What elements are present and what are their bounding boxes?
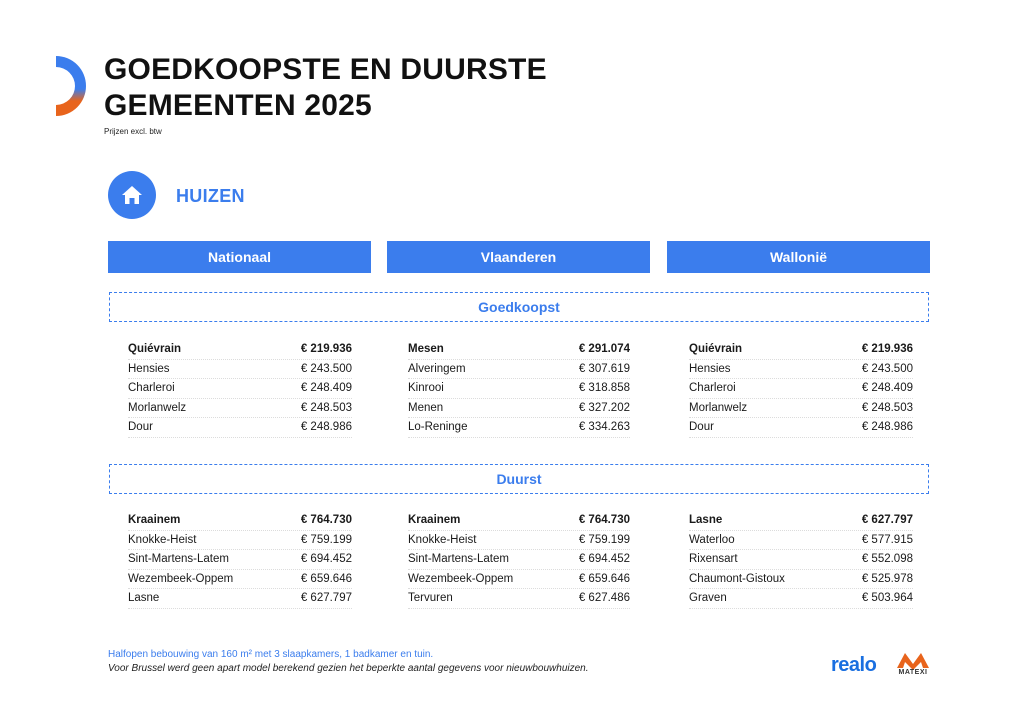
page-subtitle: Prijzen excl. btw: [104, 127, 162, 136]
municipality-price: € 759.199: [578, 533, 630, 546]
municipality-name: Waterloo: [689, 533, 735, 546]
table-row: [128, 511, 352, 531]
table-row: [408, 511, 630, 531]
municipality-price: € 248.503: [861, 401, 913, 414]
table-row: [128, 570, 352, 590]
table-row: [689, 550, 913, 570]
municipality-price: € 764.730: [578, 514, 630, 527]
realo-logo: realo: [831, 654, 877, 676]
municipality-price: € 248.503: [300, 401, 352, 414]
table-row: [128, 418, 352, 438]
municipality-name: Quiévrain: [689, 343, 743, 356]
table-goedkoopst-walloni: [689, 340, 913, 438]
municipality-name: Graven: [689, 592, 727, 605]
table-row: [128, 531, 352, 551]
municipality-name: Rixensart: [689, 553, 738, 566]
municipality-name: Sint-Martens-Latem: [408, 553, 509, 566]
table-row: [689, 531, 913, 551]
municipality-price: € 503.964: [861, 592, 913, 605]
title-line-1: GOEDKOOPSTE EN DUURSTE: [104, 53, 547, 86]
table-row: [128, 550, 352, 570]
municipality-price: € 243.500: [861, 362, 913, 375]
table-goedkoopst-vlaanderen: [408, 340, 630, 438]
table-row: [128, 399, 352, 419]
municipality-name: Wezembeek-Oppem: [408, 572, 514, 585]
municipality-price: € 694.452: [578, 553, 630, 566]
table-goedkoopst-nationaal: [128, 340, 352, 438]
municipality-price: € 577.915: [861, 533, 913, 546]
house-icon: [108, 171, 156, 219]
municipality-name: Lo-Reninge: [408, 421, 468, 434]
table-row: [408, 550, 630, 570]
table-row: [689, 418, 913, 438]
municipality-name: Dour: [689, 421, 714, 434]
table-row: [128, 379, 352, 399]
section-header-duurst: Duurst: [109, 464, 929, 494]
municipality-price: € 759.199: [300, 533, 352, 546]
municipality-price: € 659.646: [300, 572, 352, 585]
table-row: [689, 511, 913, 531]
table-row: [408, 379, 630, 399]
municipality-price: € 334.263: [578, 421, 630, 434]
municipality-name: Chaumont-Gistoux: [689, 572, 785, 585]
municipality-price: € 248.409: [861, 382, 913, 395]
category-label: HUIZEN: [176, 186, 245, 206]
municipality-price: € 219.936: [861, 343, 913, 356]
municipality-price: € 327.202: [578, 401, 630, 414]
table-row: [408, 340, 630, 360]
table-row: [689, 399, 913, 419]
column-header-vlaanderen: Vlaanderen: [387, 241, 650, 273]
municipality-price: € 318.858: [578, 382, 630, 395]
municipality-name: Knokke-Heist: [408, 533, 477, 546]
table-row: [689, 340, 913, 360]
municipality-name: Sint-Martens-Latem: [128, 553, 229, 566]
municipality-name: Dour: [128, 421, 153, 434]
municipality-name: Morlanwelz: [128, 401, 187, 414]
municipality-price: € 525.978: [861, 572, 913, 585]
municipality-name: Charleroi: [128, 382, 175, 395]
municipality-price: € 219.936: [300, 343, 352, 356]
table-row: [689, 570, 913, 590]
municipality-price: € 243.500: [300, 362, 352, 375]
municipality-name: Morlanwelz: [689, 401, 748, 414]
footnote-brussels: Voor Brussel werd geen apart model berekend gezien het beperkte aantal gegevens voor nieuwbouwhuizen.: [108, 663, 589, 674]
municipality-price: € 694.452: [300, 553, 352, 566]
table-row: [408, 531, 630, 551]
municipality-price: € 248.986: [861, 421, 913, 434]
brand-arc-logo: [56, 56, 88, 116]
table-row: [689, 360, 913, 380]
municipality-name: Menen: [408, 401, 444, 414]
municipality-name: Knokke-Heist: [128, 533, 197, 546]
municipality-price: € 627.486: [578, 592, 630, 605]
municipality-price: € 764.730: [300, 514, 352, 527]
municipality-name: Kinrooi: [408, 382, 444, 395]
title-line-2: GEMEENTEN 2025: [104, 89, 372, 122]
matexi-mark-icon: [893, 650, 933, 670]
matexi-logo: [893, 650, 933, 678]
column-header-wallonie: Wallonië: [667, 241, 930, 273]
municipality-name: Lasne: [689, 514, 723, 527]
municipality-price: € 659.646: [578, 572, 630, 585]
table-row: [689, 379, 913, 399]
municipality-price: € 552.098: [861, 553, 913, 566]
table-row: [408, 570, 630, 590]
table-row: [689, 589, 913, 609]
municipality-price: € 291.074: [578, 343, 630, 356]
page-title: [104, 52, 547, 124]
municipality-name: Lasne: [128, 592, 160, 605]
table-row: [408, 418, 630, 438]
table-row: [408, 589, 630, 609]
table-row: [128, 340, 352, 360]
municipality-price: € 627.797: [300, 592, 352, 605]
table-duurst-nationaal: [128, 511, 352, 609]
table-row: [408, 399, 630, 419]
section-header-goedkoopst: Goedkoopst: [109, 292, 929, 322]
municipality-price: € 248.409: [300, 382, 352, 395]
table-row: [408, 360, 630, 380]
municipality-name: Wezembeek-Oppem: [128, 572, 234, 585]
municipality-name: Charleroi: [689, 382, 736, 395]
municipality-name: Kraainem: [408, 514, 461, 527]
municipality-name: Alveringem: [408, 362, 466, 375]
municipality-name: Quiévrain: [128, 343, 182, 356]
municipality-name: Mesen: [408, 343, 444, 356]
municipality-name: Tervuren: [408, 592, 453, 605]
table-duurst-vlaanderen: [408, 511, 630, 609]
municipality-price: € 307.619: [578, 362, 630, 375]
municipality-name: Kraainem: [128, 514, 181, 527]
table-row: [128, 589, 352, 609]
column-header-nationaal: Nationaal: [108, 241, 371, 273]
municipality-price: € 248.986: [300, 421, 352, 434]
municipality-name: Hensies: [128, 362, 170, 375]
table-duurst-walloni: [689, 511, 913, 609]
municipality-name: Hensies: [689, 362, 731, 375]
table-row: [128, 360, 352, 380]
matexi-wordmark: MATEXI: [898, 669, 928, 676]
municipality-price: € 627.797: [861, 514, 913, 527]
footnote-housing-spec: Halfopen bebouwing van 160 m² met 3 slaapkamers, 1 badkamer en tuin.: [108, 649, 434, 660]
